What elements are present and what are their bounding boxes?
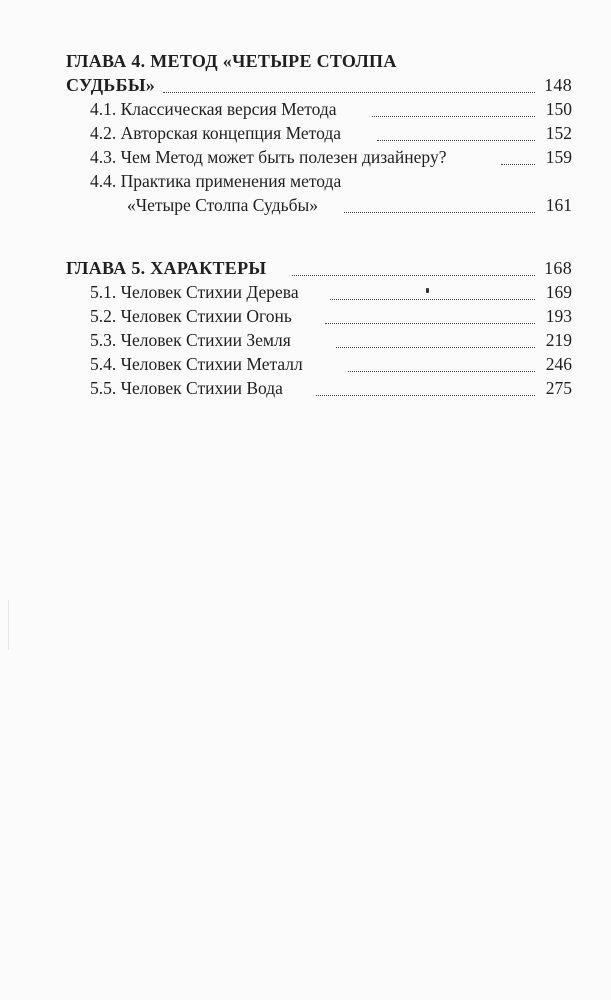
paper-edge-shadow: [8, 600, 9, 650]
toc-entry-label: 4.1. Классическая версия Метода: [90, 99, 337, 119]
leader-dots: [316, 369, 535, 396]
leader-dots: [292, 249, 535, 276]
chapter-4-title: ГЛАВА 4. МЕТОД «ЧЕТЫРЕ СТОЛПА: [66, 51, 397, 71]
toc-entry-label: 5.4. Человек Стихии Металл: [90, 354, 303, 374]
leader-dots: [163, 66, 535, 93]
chapter-5-title: ГЛАВА 5. ХАРАКТЕРЫ: [66, 258, 267, 278]
leader-dots: [372, 90, 535, 117]
leader-dots: [325, 297, 535, 324]
ink-speck: [426, 288, 429, 293]
toc-entry-label: 4.4. Практика применения метода: [90, 171, 342, 191]
toc-entry-label: 4.3. Чем Метод может быть полезен дизайнеру?: [90, 147, 447, 167]
toc-entry-4-3: [0, 144, 611, 170]
toc-entry-page: 275: [545, 378, 572, 398]
toc-entry-label-cont: «Четыре Столпа Судьбы»: [127, 195, 318, 215]
toc-entry-page: 161: [545, 195, 572, 215]
leader-dots: [344, 186, 535, 213]
toc-entry-page: 150: [545, 99, 572, 119]
toc-entry-page: 193: [545, 306, 572, 326]
toc-entry-page: 169: [545, 282, 572, 302]
toc-entry-4-4-line-2: [0, 192, 611, 218]
toc-entry-page: 159: [545, 147, 572, 167]
toc-entry-label: 5.2. Человек Стихии Огонь: [90, 306, 292, 326]
toc-entry-5-5: [0, 375, 611, 401]
toc-entry-label: 5.3. Человек Стихии Земля: [90, 330, 291, 350]
toc-entry-page: 246: [545, 354, 572, 374]
leader-dots: [336, 321, 535, 348]
toc-entry-page: 152: [545, 123, 572, 143]
toc-entry-label: 5.1. Человек Стихии Дерева: [90, 282, 299, 302]
chapter-5-page: 168: [544, 258, 572, 278]
leader-dots: [377, 114, 535, 141]
chapter-4-page: 148: [544, 75, 572, 95]
leader-dots: [348, 345, 535, 372]
leader-dots: [501, 138, 535, 165]
toc-entry-label: 4.2. Авторская концепция Метода: [90, 123, 342, 143]
chapter-4-title-cont: СУДЬБЫ»: [66, 75, 156, 95]
leader-dots: [330, 273, 535, 300]
toc-entry-page: 219: [545, 330, 572, 350]
toc-entry-label: 5.5. Человек Стихии Вода: [90, 378, 283, 398]
